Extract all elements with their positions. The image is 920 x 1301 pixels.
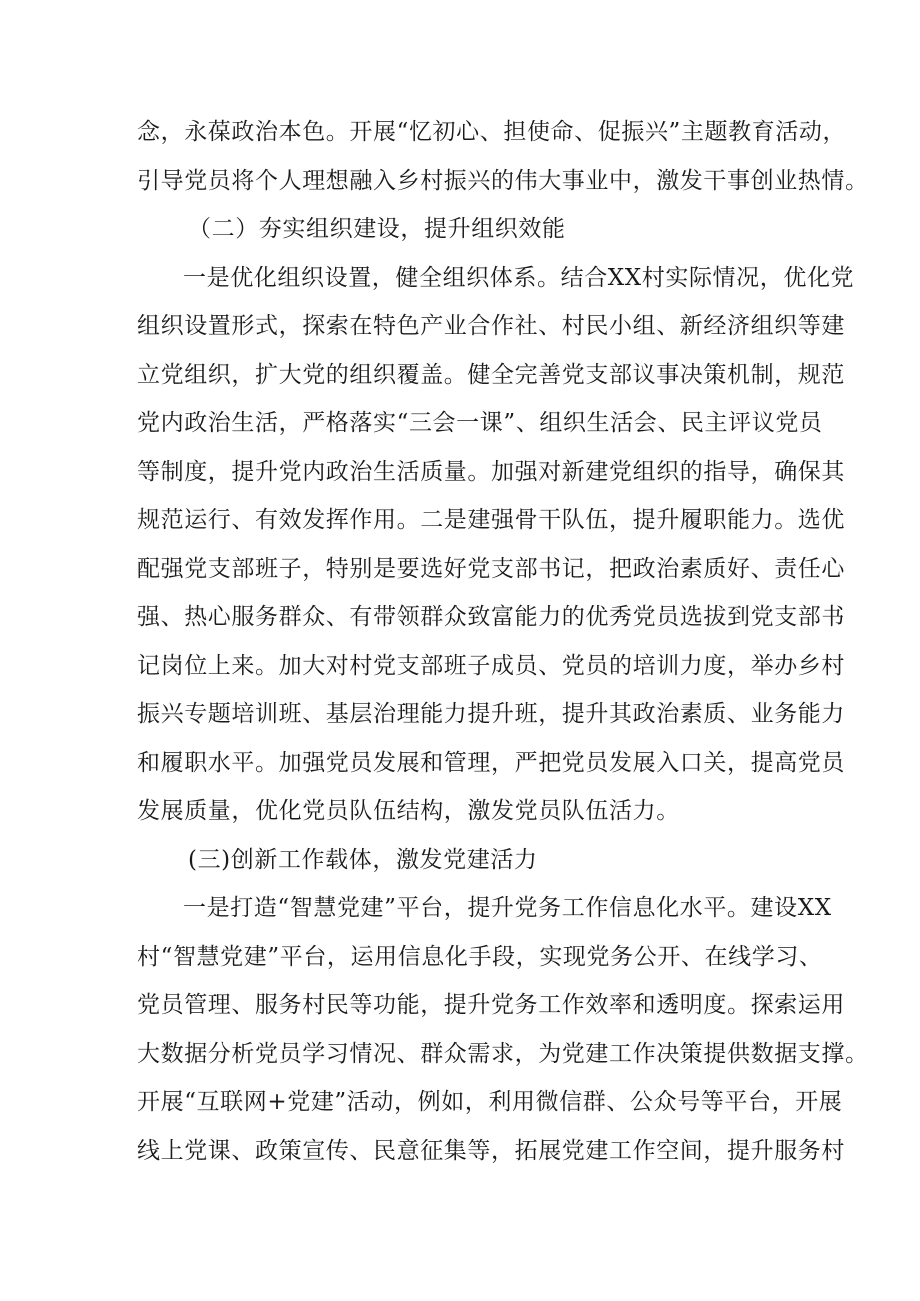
paragraph-line: 振兴专题培训班、基层治理能力提升班，提升其政治素质、业务能力 xyxy=(137,701,845,727)
paragraph-line: 党内政治生活，严格落实“三会一课”、组织生活会、民主评议党员 xyxy=(137,410,823,436)
paragraph-line: 引导党员将个人理想融入乡村振兴的伟大事业中，激发干事创业热情。 xyxy=(137,168,869,194)
paragraph-line: 强、热心服务群众、有带领群众致富能力的优秀党员选拔到党支部书 xyxy=(137,604,845,630)
paragraph-line: 开展“互联网+党建”活动，例如，利用微信群、公众号等平台，开展 xyxy=(137,1089,843,1115)
section-heading-3: (三)创新工作载体，激发党建活力 xyxy=(188,847,538,873)
paragraph-line: 村“智慧党建”平台，运用信息化手段，实现党务公开、在线学习、 xyxy=(137,944,823,970)
paragraph-line: 立党组织，扩大党的组织覆盖。健全完善党支部议事决策机制，规范 xyxy=(137,362,845,388)
paragraph-line: 规范运行、有效发挥作用。二是建强骨干队伍，提升履职能力。选优 xyxy=(137,507,845,533)
paragraph-line: 一是优化组织设置，健全组织体系。结合XX村实际情况，优化党 xyxy=(183,265,855,291)
paragraph-line: 大数据分析党员学习情况、群众需求，为党建工作决策提供数据支撑。 xyxy=(137,1041,869,1067)
paragraph-line: 线上党课、政策宣传、民意征集等，拓展党建工作空间，提升服务村 xyxy=(137,1138,845,1164)
paragraph-line: 配强党支部班子，特别是要选好党支部书记，把政治素质好、责任心 xyxy=(137,556,845,582)
paragraph-line: 念，永葆政治本色。开展“忆初心、担使命、促振兴”主题教育活动， xyxy=(137,119,847,145)
section-heading-2: （二）夯实组织建设，提升组织效能 xyxy=(188,216,566,242)
paragraph-line: 记岗位上来。加大对村党支部班子成员、党员的培训力度，举办乡村 xyxy=(137,653,845,679)
paragraph-line: 和履职水平。加强党员发展和管理，严把党员发展入口关，提高党员 xyxy=(137,750,845,776)
paragraph-line: 等制度，提升党内政治生活质量。加强对新建党组织的指导，确保其 xyxy=(137,459,845,485)
paragraph-line: 党员管理、服务村民等功能，提升党务工作效率和透明度。探索运用 xyxy=(137,992,845,1018)
paragraph-line: 一是打造“智慧党建”平台，提升党务工作信息化水平。建设XX xyxy=(183,895,832,921)
paragraph-line: 组织设置形式，探索在特色产业合作社、村民小组、新经济组织等建 xyxy=(137,313,845,339)
paragraph-line: 发展质量，优化党员队伍结构，激发党员队伍活力。 xyxy=(137,798,680,824)
